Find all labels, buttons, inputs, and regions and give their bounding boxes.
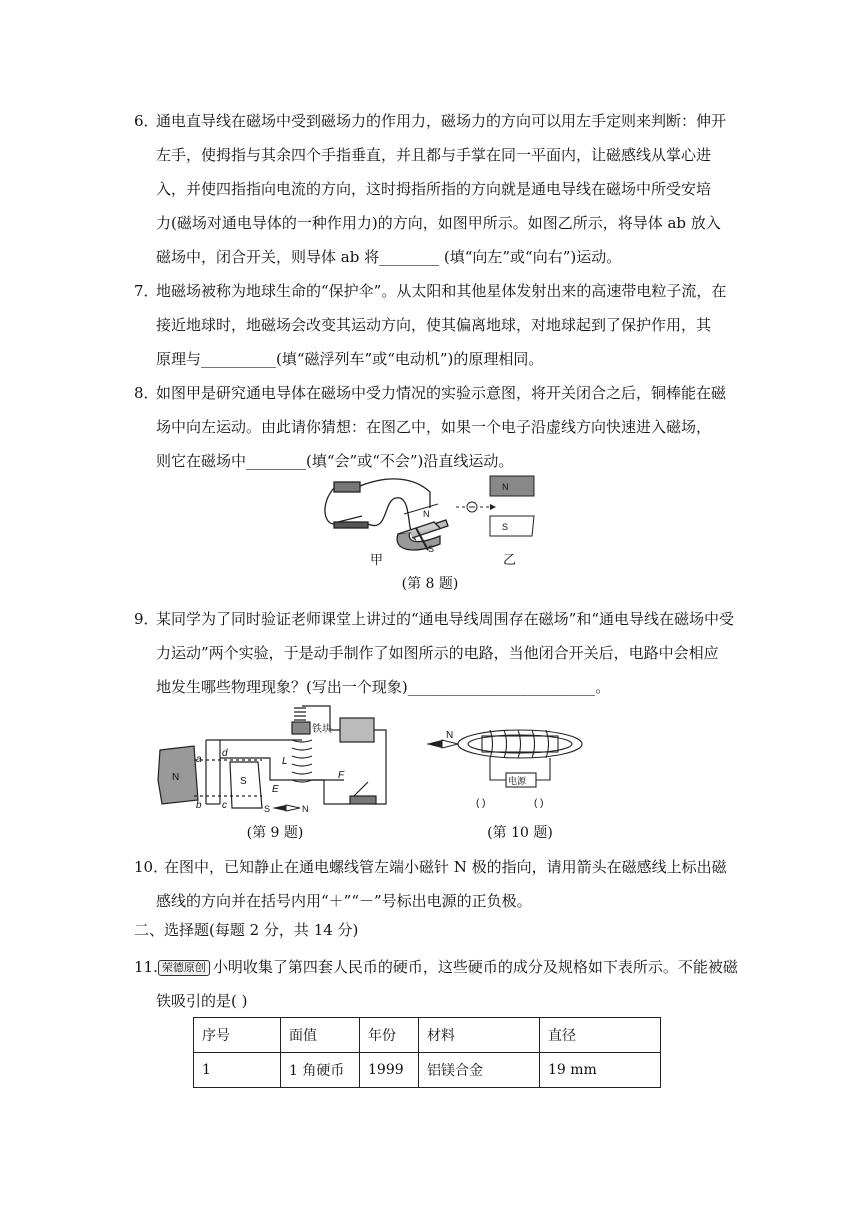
solenoid-coil bbox=[490, 730, 549, 758]
magnet-n-block bbox=[490, 476, 534, 496]
figure-10-diagram bbox=[420, 714, 600, 814]
table-header-cell: 材料 bbox=[419, 1018, 540, 1053]
switch-icon bbox=[350, 796, 376, 804]
battery-icon bbox=[340, 718, 374, 742]
yi-pole-s: S bbox=[502, 522, 509, 532]
question-line: 磁场中，闭合开关，则导体 ab 将________ (填“向左”或“向右”)运动。 bbox=[156, 248, 622, 266]
question-7 bbox=[134, 274, 734, 376]
question-8 bbox=[134, 376, 734, 478]
coin-table bbox=[193, 1017, 661, 1088]
question-number: 11. bbox=[134, 958, 158, 976]
question-10 bbox=[134, 850, 734, 918]
question-line: 入，并使四指指向电流的方向，这时拇指所指的方向就是通电导线在磁场中所受安培 bbox=[156, 180, 712, 198]
coil-l bbox=[292, 740, 312, 782]
magnet-s-block bbox=[490, 516, 534, 536]
question-line: 场中向左运动。由此请你猜想：在图乙中，如果一个电子沿虚线方向快速进入磁场， bbox=[156, 418, 712, 436]
needle-icon bbox=[426, 740, 442, 748]
needle-n-label: N bbox=[302, 804, 309, 814]
table-cell: 1 角硬币 bbox=[281, 1053, 360, 1088]
question-line: 左手，使拇指与其余四个手指垂直，并且都与手掌在同一平面内，让磁感线从掌心进 bbox=[156, 146, 712, 164]
figure-9-caption: (第 9 题) bbox=[246, 825, 304, 841]
question-line: 铁吸引的是( ) bbox=[156, 992, 248, 1010]
question-line: 如图甲是研究通电导体在磁场中受力情况的实验示意图，将开关闭合之后，铜棒能在磁 bbox=[156, 384, 727, 402]
label-jia: 甲 bbox=[370, 552, 384, 566]
label-yi: 乙 bbox=[503, 552, 517, 566]
original-badge: 荣德原创 bbox=[158, 960, 210, 976]
figure-8-diagram bbox=[320, 474, 550, 566]
table-header-cell: 直径 bbox=[540, 1018, 661, 1053]
question-line: 接近地球时，地磁场会改变其运动方向，使其偏离地球，对地球起到了保护作用，其 bbox=[156, 316, 712, 334]
power-label: 电源 bbox=[508, 776, 527, 786]
question-number: 7． bbox=[134, 282, 159, 300]
question-number: 10． bbox=[134, 858, 169, 876]
question-line: 通电直导线在磁场中受到磁场力的作用力，磁场力的方向可以用左手定则来判断：伸开 bbox=[156, 112, 727, 130]
yi-pole-n: N bbox=[502, 482, 509, 492]
question-9 bbox=[134, 602, 734, 704]
table-header-row bbox=[194, 1018, 661, 1053]
question-line: 力运动”两个实验，于是动手制作了如图所示的电路，当他闭合开关后，电路中会相应 bbox=[156, 644, 719, 662]
pole-n-label: N bbox=[423, 509, 430, 519]
question-number: 9． bbox=[134, 610, 159, 628]
needle-icon bbox=[272, 805, 286, 811]
question-11 bbox=[134, 950, 738, 1018]
b-label: b bbox=[196, 800, 202, 811]
question-line: 地磁场被称为地球生命的“保护伞”。从太阳和其他星体发射出来的高速带电粒子流，在 bbox=[156, 282, 727, 300]
n-label: N bbox=[446, 730, 454, 741]
question-line: 感线的方向并在括号内用“＋”“－”号标出电源的正负极。 bbox=[156, 892, 532, 910]
question-line: 地发生哪些物理现象？(写出一个现象)_________________________。 bbox=[156, 678, 611, 696]
question-number: 6． bbox=[134, 112, 159, 130]
switch-icon bbox=[334, 522, 368, 528]
figure-8-jia bbox=[325, 479, 448, 550]
e-label: E bbox=[272, 784, 279, 795]
bracket-left: ( ) bbox=[476, 798, 486, 809]
iron-block bbox=[292, 722, 310, 734]
table-header-cell: 序号 bbox=[194, 1018, 281, 1053]
question-number: 8． bbox=[134, 384, 159, 402]
s-label: S bbox=[240, 776, 247, 787]
figure-8-caption: (第 8 题) bbox=[401, 576, 459, 592]
a-label: a bbox=[196, 754, 202, 765]
table-header-cell: 面值 bbox=[281, 1018, 360, 1053]
n-label: N bbox=[172, 772, 180, 783]
pole-s-label: S bbox=[428, 544, 435, 554]
question-line: 在图中，已知静止在通电螺线管左端小磁针 N 极的指向，请用箭头在磁感线上标出磁 bbox=[164, 858, 727, 876]
question-line: 原理与__________(填“磁浮列车”或“电动机”)的原理相同。 bbox=[156, 350, 544, 368]
question-text: 小明收集了第四套人民币的硬币，这些硬币的成分及规格如下表所示。不能被磁 bbox=[212, 958, 738, 976]
question-line: 则它在磁场中________(填“会”或“不会”)沿直线运动。 bbox=[156, 452, 514, 470]
battery-icon bbox=[334, 482, 360, 492]
question-line: 力(磁场对通电导体的一种作用力)的方向，如图甲所示。如图乙所示，将导体 ab 放入 bbox=[156, 214, 721, 232]
d-label: d bbox=[222, 748, 228, 759]
table-header-cell: 年份 bbox=[360, 1018, 419, 1053]
f-label: F bbox=[338, 770, 345, 781]
l-label: L bbox=[282, 756, 288, 767]
c-label: c bbox=[222, 800, 227, 811]
needle-s-label: S bbox=[264, 804, 271, 814]
table-cell: 19 mm bbox=[540, 1053, 661, 1088]
table-row bbox=[194, 1053, 661, 1088]
figure-8-yi bbox=[456, 476, 534, 536]
iron-label: 铁块 bbox=[312, 724, 332, 735]
figure-9-diagram bbox=[154, 700, 414, 818]
question-line bbox=[134, 950, 738, 984]
bracket-right: ( ) bbox=[534, 798, 544, 809]
section-heading: 二、选择题(每题 2 分，共 14 分) bbox=[134, 921, 359, 939]
table-cell: 铝镁合金 bbox=[419, 1053, 540, 1088]
figure-10-caption: (第 10 题) bbox=[487, 825, 553, 841]
table-cell: 1999 bbox=[360, 1053, 419, 1088]
question-line: 某同学为了同时验证老师课堂上讲过的“通电导线周围存在磁场”和“通电导线在磁场中受 bbox=[156, 610, 735, 628]
question-6 bbox=[134, 104, 734, 274]
table-cell: 1 bbox=[194, 1053, 281, 1088]
